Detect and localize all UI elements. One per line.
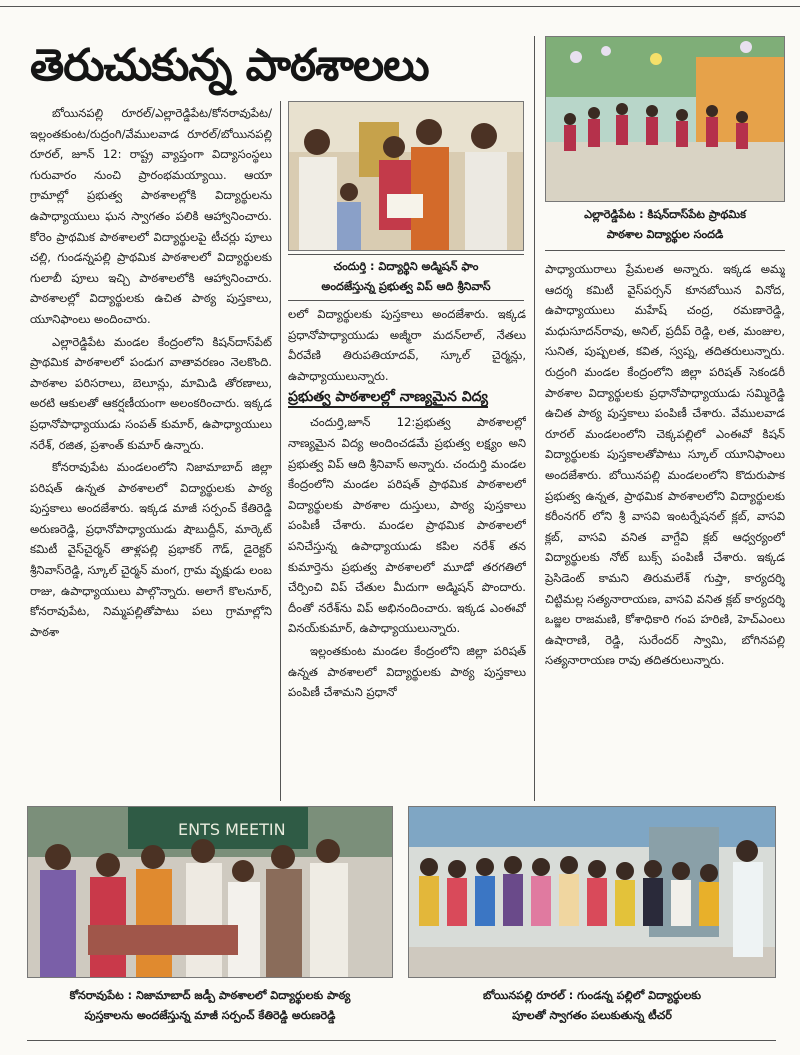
column-rule-1 xyxy=(280,101,281,801)
left-paragraph-1: బోయినపల్లి రూరల్/ఎల్లారెడ్డిపేట/కోనరావుపేట/ఇల్లంతకుంట/రుద్రంగి/వేములవాడ రూరల్/బోయినపల్లి రూరల్, జూన్ 12: రాష్ట్ర వ్యాప్తంగా విద్యాసంస్థలు గురువారం నుంచి ప్రారంభమయ్యాయి. ఆయా గ్రామాల్లో ప్రభుత్వ పాఠశాలల్లోకి విద్యార్థులను ఉపాధ్యాయులు ఘన స్వాగతం పలికి ఆహ్వానించారు. కోరెం ప్రాథమిక పాఠశాలలో విద్యార్థులపై టీచర్లు పూలు చల్లి, గుండన్నపల్లి ప్రాథమిక పాఠశాలలో విద్యార్థులకు గులాబీ పూలు ఇచ్చి పాఠశాలలోకి ఆహ్వానించారు. పాఠశాలల్లో విద్యార్థులకు ఉచిత పాఠ్య పుస్తకాలు, యూనిఫాంలు అందించారు. xyxy=(30,106,272,326)
column-rule-2 xyxy=(534,36,535,801)
left-column-text xyxy=(30,103,272,803)
right-paragraph: పాధ్యాయురాలు ప్రేమలత అన్నారు. ఇక్కడ అమ్మ ఆదర్శ కమిటీ వైస్‌పర్సన్ కూనబోయిన వినోద, ఉపాధ్యాయులు మహేష్ చంద్ర, రమణారెడ్డి, మధుసూదన్‌రావు, అనిల్, ప్రదీప్ రెడ్డి, లత, మంజుల, సునిత, పుష్పలత, కవిత, స్వప్న, తదితరులున్నారు. రుద్రంగి మండల కేంద్రంలోని జిల్లా పరిషత్ సెకండరీ పాఠశాల విద్యార్థులకు ప్రధానోపాధ్యాయుడు సమ్మిరెడ్డి ఉచిత పాఠ్య పుస్తకాలు పంపిణీ చేశారు. వేములవాడ రూరల్ మండలంలోని చెక్కపల్లిలో ఎంఈవో కిషన్ విద్యార్థులకు పుస్తకాలతోపాటు స్కూల్ యూనిఫాంలు అందజేశారు. బోయినపల్లి మండలంలోని కొదురుపాక ప్రభుత్వ ఉన్నత, ప్రాథమిక పాఠశాలలోని విద్యార్థులకు కరీంనగర్ లోని శ్రీ వాసవి ఇంటర్నేషనల్ క్లబ్, వాసవి క్లబ్, వాసవి వనిత వాగ్దేవి క్లబ్ ఆధ్వర్యంలో విద్యార్థులకు నోట్ బుక్స్ పంపిణీ చేశారు. ఇక్కడ ప్రెసిడెంట్ కామని తిరుమలేశ్ గుప్తా, కార్యదర్శి చిట్టిమల్ల సత్యనారాయణ, వాసవి వనిత క్లబ్ కార్యదర్శి ఒజ్జల రాజమణి, కోశాధికారి గంప హరిణి, హెచ్‌ఎంలు ఉషారాణి, రెడ్డి, సురేందర్ స్వామి, బోగినపల్లి సత్యనారాయణ రావు తదితరులున్నారు. xyxy=(545,262,785,668)
mid-caption-top-rule xyxy=(288,254,524,255)
right-caption-rule xyxy=(545,250,785,251)
bottom-rule xyxy=(27,1040,776,1041)
photo-gundannapalli-welcome xyxy=(408,806,776,978)
mid-caption-bottom-rule xyxy=(288,300,524,301)
middle-column-text xyxy=(288,304,526,801)
mid-subheading: ప్రభుత్వ పాఠశాలల్లో నాణ్యమైన విద్య xyxy=(288,388,526,406)
board-text: ENTS MEETIN xyxy=(178,820,286,839)
photo-konaraopet-books xyxy=(27,806,393,978)
mid-paragraph-1: చందుర్తి,జూన్ 12:ప్రభుత్వ పాఠశాలల్లో నాణ్యమైన విద్య అందించడమే ప్రభుత్వ లక్ష్యం అని ప్రభుత్వ విప్ ఆది శ్రీనివాస్ అన్నారు. చందుర్తి మండల కేంద్రంలోని మండల పరిషత్ ప్రాథమిక పాఠశాలలో విద్యార్థులకు పాఠశాల దుస్తులు, పాఠ్య పుస్తకాలు పంపిణీ చేశారు. మండల ప్రాథమిక పాఠశాలలో పనిచేస్తున్న ఉపాధ్యాయుడు కపిల నరేశ్ తన కుమార్తెను ప్రభుత్వ పాఠశాలలో మూడో తరగతిలో చేర్పించి విప్ చేతుల మీదుగా అడ్మిషన్ పొందారు. దీంతో నరేశ్‌ను విప్ అభినందించారు. ఇక్కడ ఎంఈవో వినయ్‌కుమార్, ఉపాధ్యాయులున్నారు. xyxy=(288,415,526,636)
right-column-text xyxy=(545,259,785,801)
top-rule xyxy=(0,6,800,7)
caption-chandurthi: చందుర్తి : విద్యార్థిని అడ్మిషన్ ఫాం అందజేస్తున్న ప్రభుత్వ విప్ ఆది శ్రీనివాస్ xyxy=(321,260,491,293)
photo-kishandaspet-children xyxy=(545,36,785,202)
page-headline: తెరుచుకున్న పాఠశాలలు xyxy=(30,40,429,91)
left-paragraph-2: ఎల్లారెడ్డిపేట మండల కేంద్రంలోని కిషన్‌దాస్‌పేట్ ప్రాథమిక పాఠశాలలో పండుగ వాతావరణం నెలకొంది. పాఠశాల పరిసరాలు, బెలూన్లు, మామిడి తోరణాలు, అరటి ఆకులతో ఆకర్షణీయంగా అలంకరించారు. ఇక్కడ ప్రధానోపాధ్యాయుడు సంపత్ కుమార్, ఉపాధ్యాయులు నరేశ్, రజిత, ప్రశాంత్ కుమార్ ఉన్నారు. xyxy=(30,334,272,452)
left-paragraph-3: కోనరావుపేట మండలంలోని నిజామాబాద్ జిల్లా పరిషత్ ఉన్నత పాఠశాలలో విద్యార్థులకు పాఠ్య పుస్తకాలు అందజేశారు. ఇక్కడ మాజీ సర్పంచ్ కేతిరెడ్డి అరుణరెడ్డి, ప్రధానోపాధ్యాయుడు షౌబుద్దీన్, మార్కెట్ కమిటీ వైస్‌చైర్మన్ తాళ్లపల్లి ప్రభాకర్ గౌడ్, డైరెక్టర్ శ్రీనివాస్‌రెడ్డి, స్కూల్ చైర్మన్ మంగ, గ్రామ వృక్షుడు లంబ రాజు, ఉపాధ్యాయులు పాల్గొన్నారు. అలాగే కొలనూర్, కోనరావుపేట, నిమ్మపల్లితోపాటు పలు గ్రామాల్లోని పాఠశా xyxy=(30,460,272,639)
photo-chandurthi-admission xyxy=(288,101,524,251)
mid-paragraph-continued: లలో విద్యార్థులకు పుస్తకాలు అందజేశారు. ఇక్కడ ప్రధానోపాధ్యాయుడు అజ్మీరా మదన్‌లాల్, నేతలు వీరవేణి తిరుపతియాదవ్, స్కూల్ చైర్మన్లు, ఉపాధ్యాయులున్నారు. xyxy=(288,307,526,383)
caption-kishandaspet: ఎల్లారెడ్డిపేట : కిషన్‌దాస్‌పేట ప్రాథమిక పాఠశాల విద్యార్థుల సందడి xyxy=(584,208,746,241)
mid-paragraph-2: ఇల్లంతకుంట మండల కేంద్రంలోని జిల్లా పరిషత్ ఉన్నత పాఠశాలలో విద్యార్థులకు పాఠ్య పుస్తకాలు పంపిణీ చేశామని ప్రధానో xyxy=(288,643,526,700)
caption-konaraopet: కోనరావుపేట : నిజామాబాద్ జడ్పీ పాఠశాలలో విద్యార్థులకు పాఠ్య పుస్తకాలను అందజేస్తున్న మాజీ సర్పంచ్ కేతిరెడ్డి అరుణరెడ్డి xyxy=(69,989,351,1022)
caption-gundannapalli: బోయినపల్లి రూరల్ : గుండన్న పల్లిలో విద్యార్థులకు పూలతో స్వాగతం పలుకుతున్న టీచర్ xyxy=(483,989,701,1022)
